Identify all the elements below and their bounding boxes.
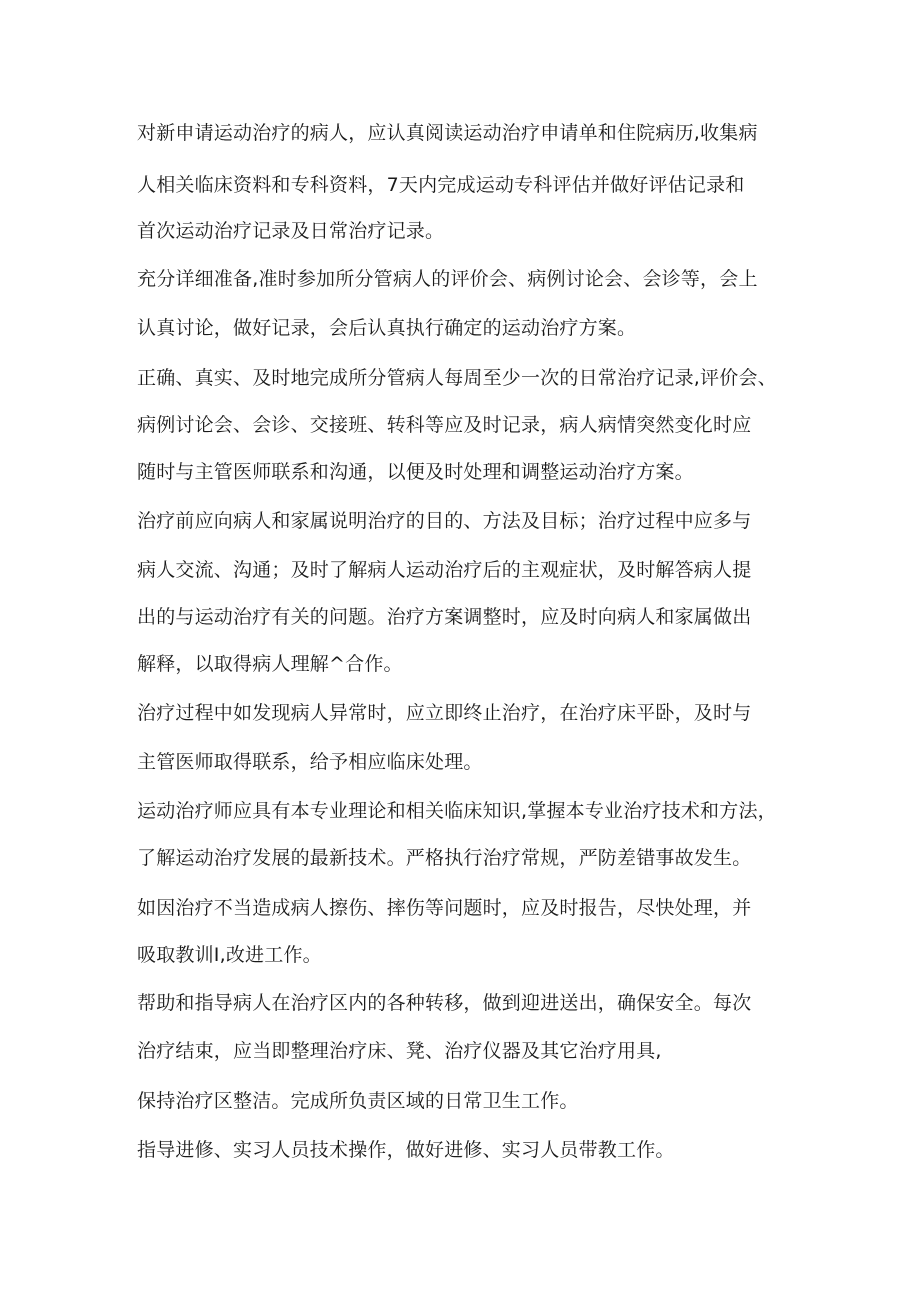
text-line: 指导进修、实习人员技术操作，做好进修、实习人员带教工作。: [137, 1139, 675, 1161]
text-line: 了解运动治疗发展的最新技术。严格执行治疗常规，严防差错事故发生。: [137, 847, 752, 869]
text-line: 治疗结束，应当即整理治疗床、凳、治疗仪器及其它治疗用具,: [137, 1040, 662, 1062]
text-line: 治疗前应向病人和家属说明治疗的目的、方法及目标；治疗过程中应多与: [137, 510, 752, 532]
text-line: 对新申请运动治疗的病人，应认真阅读运动治疗申请单和住院病历,收集病: [137, 122, 758, 144]
text-line: 运动治疗师应具有本专业理论和相关临床知识,掌握本专业治疗技术和方法，: [137, 800, 777, 822]
text-line: 吸取教训I,改进工作。: [137, 944, 322, 966]
text-line: 人相关临床资料和专科资料，7天内完成运动专科评估并做好评估记录和: [137, 174, 745, 196]
text-line: 正确、真实、及时地完成所分管病人每周至少一次的日常治疗记录,评价会、: [137, 367, 777, 389]
text-line: 病例讨论会、会诊、交接班、转科等应及时记录，病人病情突然变化时应: [137, 414, 752, 436]
text-line: 主管医师取得联系，给予相应临床处理。: [137, 751, 483, 773]
text-line: 帮助和指导病人在治疗区内的各种转移，做到迎进送出，确保安全。每次: [137, 992, 752, 1014]
text-line: 认真讨论，做好记录，会后认真执行确定的运动治疗方案。: [137, 317, 637, 339]
text-line: 解释，以取得病人理解^合作。: [137, 653, 403, 675]
text-line: 病人交流、沟通；及时了解病人运动治疗后的主观症状，及时解答病人提: [137, 559, 752, 581]
text-line: 充分详细准备,准时参加所分管病人的评价会、病例讨论会、会诊等，会上: [137, 268, 758, 290]
text-line: 治疗过程中如发现病人异常时，应立即终止治疗，在治疗床平卧，及时与: [137, 702, 752, 724]
text-line: 如因治疗不当造成病人擦伤、摔伤等问题时，应及时报告，尽快处理，并: [137, 897, 752, 919]
text-line: 保持治疗区整洁。完成所负责区域的日常卫生工作。: [137, 1090, 579, 1112]
text-line: 出的与运动治疗有关的问题。治疗方案调整时，应及时向病人和家属做出: [137, 606, 752, 628]
text-line: 首次运动治疗记录及日常治疗记录。: [137, 220, 445, 242]
text-line: 随时与主管医师联系和沟通，以便及时处理和调整运动治疗方案。: [137, 461, 694, 483]
